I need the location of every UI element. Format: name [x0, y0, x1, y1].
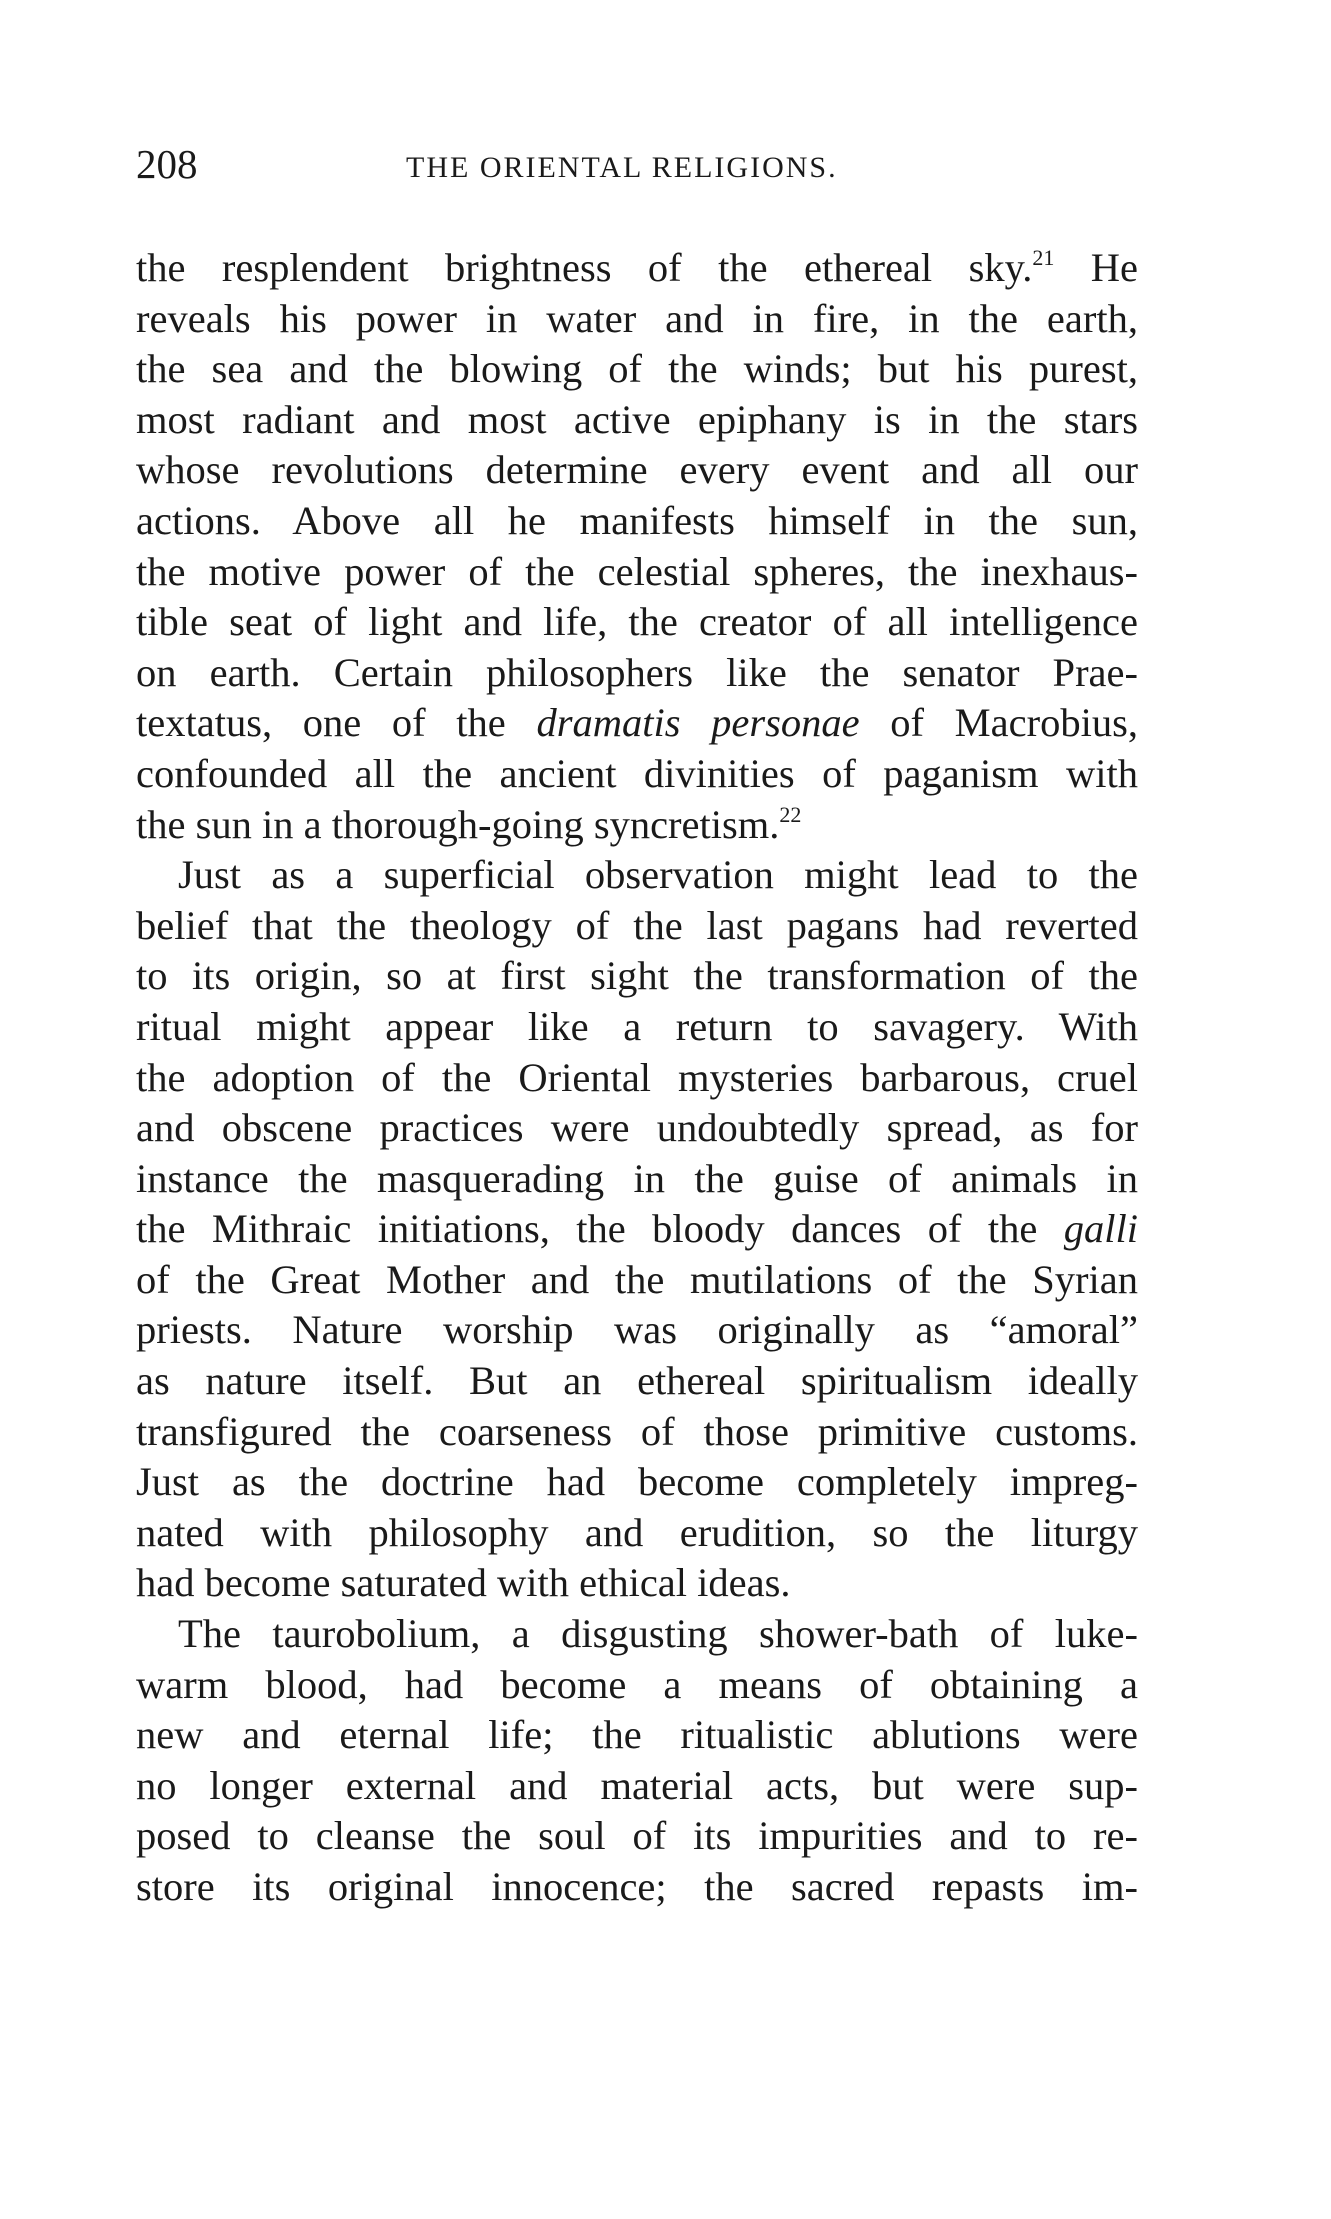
text-line	[136, 1407, 1138, 1458]
text-run: on earth. Certain philosophers like the senator Prae-	[136, 649, 1138, 695]
text-run: actions. Above all he manifests himself in the sun,	[136, 497, 1138, 543]
footnote-reference: 21	[1032, 245, 1055, 270]
text-run: transfigured the coarseness of those primitive customs.	[136, 1408, 1138, 1454]
text-line	[136, 800, 1138, 851]
text-run: textatus, one of the	[136, 700, 537, 746]
paragraph	[136, 243, 1138, 850]
paragraph	[136, 850, 1138, 1609]
text-run: Just as a superficial observation might lead to the	[178, 852, 1138, 898]
text-line	[136, 1457, 1138, 1508]
text-line	[136, 951, 1138, 1002]
text-line	[136, 1154, 1138, 1205]
text-line	[136, 1204, 1138, 1255]
text-run: whose revolutions determine every event and all our	[136, 447, 1138, 493]
text-run: the sun in a thorough-going syncretism.	[136, 801, 780, 847]
text-line	[136, 1811, 1138, 1862]
body-text	[136, 243, 1138, 1913]
text-line	[136, 1761, 1138, 1812]
text-run: as nature itself. But an ethereal spiritualism ideally	[136, 1358, 1138, 1404]
text-run: instance the masquerading in the guise of animals in	[136, 1155, 1138, 1201]
text-line	[136, 648, 1138, 699]
italic-text: dramatis personae	[536, 700, 860, 746]
text-line	[136, 294, 1138, 345]
text-run: The taurobolium, a disgusting shower-bath of luke-	[178, 1611, 1138, 1657]
text-run: belief that the theology of the last pagans had reverted	[136, 902, 1138, 948]
text-run: tible seat of light and life, the creator of all intelligence	[136, 599, 1138, 645]
text-run: new and eternal life; the ritualistic ablutions were	[136, 1712, 1138, 1758]
italic-text: galli	[1063, 1206, 1138, 1252]
page-number: 208	[136, 141, 198, 187]
text-line	[136, 1103, 1138, 1154]
text-line	[136, 496, 1138, 547]
text-run: the resplendent brightness of the ethereal sky.	[136, 245, 1033, 290]
page-header	[136, 140, 1136, 200]
text-line	[136, 1305, 1138, 1356]
text-run: to its origin, so at first sight the transformation of the	[136, 953, 1138, 999]
text-run: warm blood, had become a means of obtaining a	[136, 1661, 1138, 1707]
text-run: ritual might appear like a return to savagery. With	[136, 1003, 1138, 1049]
text-run: of Macrobius,	[859, 700, 1139, 746]
text-run: of the Great Mother and the mutilations of the Syrian	[136, 1256, 1138, 1302]
text-line	[136, 749, 1138, 800]
text-line	[136, 1356, 1138, 1407]
text-line	[136, 850, 1138, 901]
text-line	[136, 1660, 1138, 1711]
text-line	[136, 395, 1138, 446]
text-line	[136, 1558, 1138, 1609]
text-line	[136, 243, 1138, 294]
text-run: nated with philosophy and erudition, so the liturgy	[136, 1509, 1138, 1555]
text-run: the sea and the blowing of the winds; but his purest,	[136, 346, 1138, 392]
text-line	[136, 445, 1138, 496]
text-run: most radiant and most active epiphany is in the stars	[136, 396, 1138, 442]
text-run: confounded all the ancient divinities of paganism with	[136, 750, 1138, 796]
text-run: He	[1054, 245, 1138, 290]
text-line	[136, 597, 1138, 648]
text-run: store its original innocence; the sacred repasts im-	[136, 1864, 1138, 1909]
text-run: posed to cleanse the soul of its impurities and to re-	[136, 1813, 1138, 1859]
text-run: no longer external and material acts, but were sup-	[136, 1762, 1138, 1808]
text-run: Just as the doctrine had become completely impreg-	[136, 1459, 1138, 1505]
text-run: had become saturated with ethical ideas.	[136, 1560, 791, 1606]
text-line	[136, 1002, 1138, 1053]
text-line	[136, 1609, 1138, 1660]
text-line	[136, 901, 1138, 952]
text-run: priests. Nature worship was originally as “amoral”	[136, 1307, 1138, 1353]
text-run: and obscene practices were undoubtedly spread, as for	[136, 1105, 1138, 1151]
text-run: the Mithraic initiations, the bloody dances of the	[136, 1206, 1064, 1252]
text-line	[136, 1862, 1138, 1913]
text-run: the adoption of the Oriental mysteries barbarous, cruel	[136, 1054, 1138, 1100]
text-line	[136, 1053, 1138, 1104]
text-line	[136, 547, 1138, 598]
paragraph	[136, 1609, 1138, 1913]
text-run: reveals his power in water and in fire, in the earth,	[136, 295, 1138, 341]
text-line	[136, 1255, 1138, 1306]
text-line	[136, 1508, 1138, 1559]
text-run: the motive power of the celestial spheres, the inexhaus-	[136, 548, 1138, 594]
text-line	[136, 1710, 1138, 1761]
footnote-reference: 22	[779, 801, 802, 827]
running-title: THE ORIENTAL RELIGIONS.	[406, 151, 838, 184]
text-line	[136, 344, 1138, 395]
text-line	[136, 698, 1138, 749]
